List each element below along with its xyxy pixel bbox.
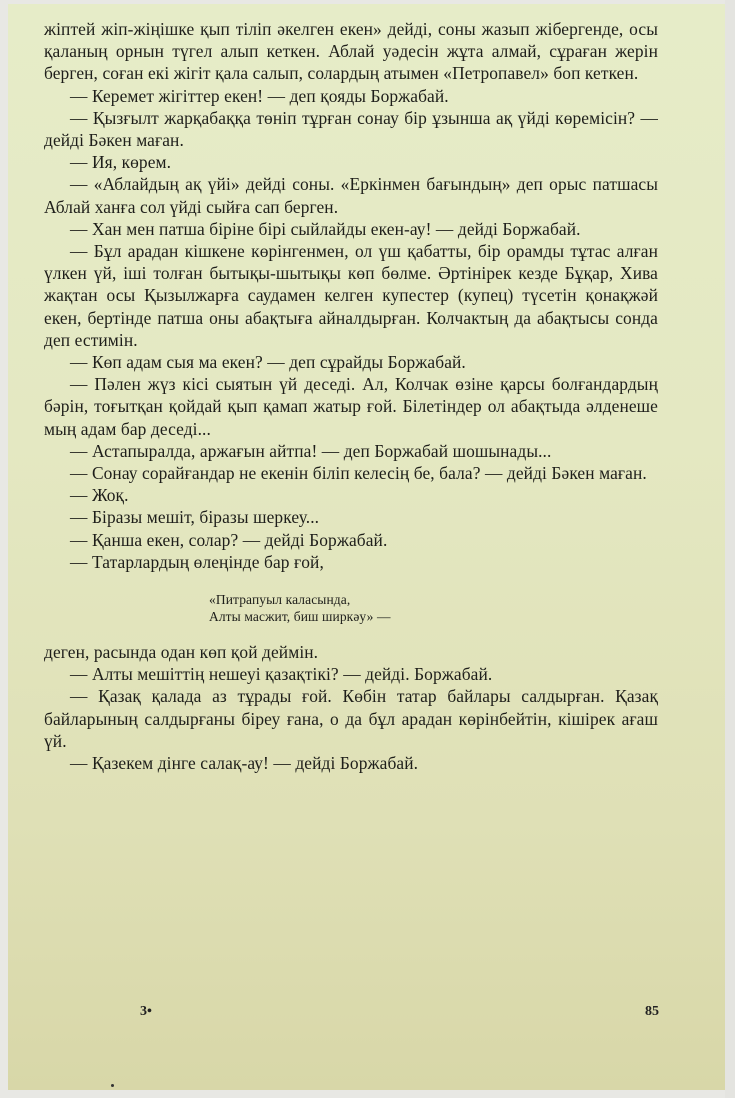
paragraph: — Қызғылт жарқабаққа төніп тұрған сонау бір ұзынша ақ үйді көремісін? — дейді Бәкен маған. [44,107,658,151]
paragraph: — Көп адам сыя ма екен? — деп сұрайды Боржабай. [70,352,466,373]
book-page [8,4,732,1090]
verse-line: «Питрапуыл каласында, [209,592,351,608]
page-body [44,18,658,774]
paragraph: — Жоқ. [70,485,129,506]
paragraph: деген, расында одан көп қой деймін. [44,642,319,663]
paragraph: — Ия, көрем. [70,152,172,173]
verse-quote [44,591,658,625]
paragraph: — Қанша екен, солар? — дейді Боржабай. [70,529,388,550]
signature-mark: 3• [140,1004,152,1019]
verse-line: Алты масжит, биш ширкәу» — [209,609,391,625]
print-speck [111,1084,114,1087]
page-edge [725,0,735,1098]
paragraph: — Астапыралда, аржағын айтпа! — деп Боржабай шошынады... [70,440,552,461]
paragraph: — Керемет жігіттер екен! — деп қояды Боржабай. [70,85,449,106]
paragraph: — Біразы мешіт, біразы шеркеу... [70,507,320,528]
paragraph: — Татарлардың өлеңінде бар ғой, [70,551,324,572]
paragraph: — Бұл арадан кішкене көрінгенмен, ол үш қабатты, бір орамды тұтас алған үлкен үй, іші толған бытықы-шытықы көп бөлме. Әртінірек кезде Бұқар, Хива жақтан осы Қызылжарға саудамен келген купестер (купец) түсетін қонақжәй екен, бертінде патша оны абақтыға айналдырған. Колчактың да абақтысы сонда деп естимін. [44,241,658,350]
paragraph: — Қазақ қалада аз тұрады ғой. Көбін татар байлары салдырған. Қазақ байларының салдырғаны біреу ғана, о да бұл арадан көрінбейтін, кішірек ағаш үй. [44,686,658,751]
paragraph: жіптей жіп-жіңішке қып тіліп әкелген екен» дейді, соны жазып жібергенде, осы қаланың орнын түгел алып кеткен. Аблай уәдесін жұта алмай, сұраған жерін берген, соған екі жігіт қала салып, солардың атымен «Петропавел» боп кеткен. [44,19,658,84]
paragraph: — Алты мешіттің нешеуі қазақтікі? — дейді. Боржабай. [70,664,493,685]
paragraph: — Сонау сорайғандар не екенін біліп келесің бе, бала? — дейді Бәкен маған. [70,463,647,484]
paragraph: — «Аблайдың ақ үйі» дейді соны. «Еркінмен бағындың» деп орыс патшасы Аблай ханға сол үйді сыйға сап берген. [44,174,658,217]
paragraph: — Қазекем дінге салақ-ау! — дейді Боржабай. [70,753,419,774]
paragraph: — Пәлен жүз кісі сыятын үй деседі. Ал, Колчак өзіне қарсы болғандардың бәрін, тоғытқан қойдай қып қамап жатыр ғой. Білетіндер ол абақтыда әлденеше мың адам бар деседі... [44,374,658,439]
paragraph: — Хан мен патша біріне бірі сыйлайды екен-ау! — дейді Боржабай. [70,218,581,239]
page-number: 85 [645,1004,659,1019]
